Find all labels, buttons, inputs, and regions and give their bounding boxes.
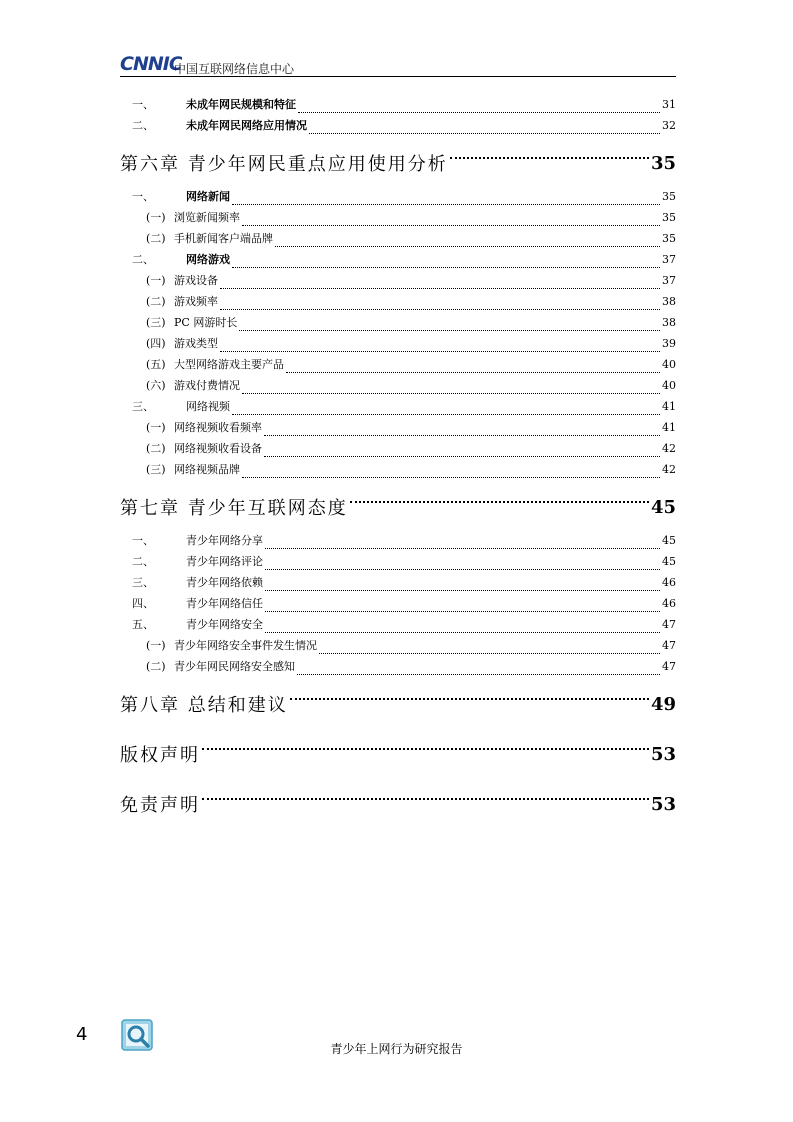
toc-leader-dots — [297, 674, 660, 675]
toc-entry-page: 41 — [662, 421, 676, 434]
toc-chapter-entry[interactable] — [120, 138, 676, 188]
toc-entry-title: 青少年网络安全事件发生情况 — [174, 639, 317, 652]
toc-entry-title: 第七章 青少年互联网态度 — [120, 498, 348, 519]
toc-chapter-entry[interactable] — [120, 729, 676, 779]
toc-entry[interactable] — [120, 356, 676, 377]
toc-entry-title: 网络视频品牌 — [174, 463, 240, 476]
toc-entry-title: 未成年网民规模和特征 — [186, 98, 296, 111]
toc-entry-number: (一) — [146, 639, 166, 652]
toc-entry[interactable] — [120, 251, 676, 272]
toc-leader-dots — [264, 456, 660, 457]
toc-entry-title: 游戏设备 — [174, 274, 218, 287]
toc-entry-page: 47 — [662, 660, 676, 673]
toc-entry-title: 未成年网民网络应用情况 — [186, 119, 307, 132]
toc-entry-number: 三、 — [132, 400, 154, 413]
toc-entry-number: (二) — [146, 295, 166, 308]
toc-leader-dots — [242, 225, 660, 226]
toc-entry-title: 青少年网络依赖 — [186, 576, 263, 589]
toc-entry-title: 第六章 青少年网民重点应用使用分析 — [120, 154, 448, 175]
toc-entry-page: 40 — [662, 358, 676, 371]
toc-entry-page: 39 — [662, 337, 676, 350]
toc-chapter-entry[interactable] — [120, 679, 676, 729]
toc-leader-dots — [350, 501, 649, 503]
toc-entry-page: 47 — [662, 639, 676, 652]
toc-entry[interactable] — [120, 230, 676, 251]
table-of-contents — [120, 96, 676, 829]
toc-entry-page: 42 — [662, 442, 676, 455]
toc-entry[interactable] — [120, 209, 676, 230]
toc-entry-page: 37 — [662, 274, 676, 287]
toc-entry-number: (一) — [146, 274, 166, 287]
toc-leader-dots — [232, 204, 660, 205]
toc-entry-number: (二) — [146, 232, 166, 245]
toc-entry-number: 一、 — [132, 534, 154, 547]
report-title: 青少年上网行为研究报告 — [330, 1042, 463, 1056]
toc-entry-page: 31 — [662, 98, 676, 111]
toc-entry-title: 网络视频收看设备 — [174, 442, 262, 455]
toc-leader-dots — [220, 309, 660, 310]
toc-leader-dots — [265, 632, 660, 633]
toc-entry[interactable] — [120, 398, 676, 419]
toc-entry-title: 大型网络游戏主要产品 — [174, 358, 284, 371]
toc-entry-page: 45 — [650, 496, 676, 518]
toc-entry-title: 网络新闻 — [186, 190, 230, 203]
toc-entry-page: 38 — [662, 295, 676, 308]
toc-leader-dots — [220, 288, 660, 289]
toc-entry[interactable] — [120, 272, 676, 293]
toc-leader-dots — [275, 246, 660, 247]
toc-entry-title: 浏览新闻频率 — [174, 211, 240, 224]
toc-entry-page: 47 — [662, 618, 676, 631]
toc-entry-page: 45 — [662, 555, 676, 568]
toc-leader-dots — [265, 569, 660, 570]
toc-chapter-entry[interactable] — [120, 779, 676, 829]
toc-leader-dots — [265, 548, 660, 549]
toc-entry-number: (四) — [146, 337, 166, 350]
toc-entry[interactable] — [120, 440, 676, 461]
toc-entry[interactable] — [120, 96, 676, 117]
toc-entry[interactable] — [120, 293, 676, 314]
toc-entry[interactable] — [120, 532, 676, 553]
toc-entry-page: 35 — [662, 190, 676, 203]
toc-entry[interactable] — [120, 616, 676, 637]
toc-entry-title: 青少年网络安全 — [186, 618, 263, 631]
page-number: 4 — [76, 1024, 88, 1045]
toc-entry-page: 41 — [662, 400, 676, 413]
toc-entry[interactable] — [120, 419, 676, 440]
toc-entry-number: (一) — [146, 421, 166, 434]
toc-entry-number: (三) — [146, 316, 166, 329]
toc-leader-dots — [232, 414, 660, 415]
toc-leader-dots — [242, 393, 660, 394]
toc-entry-page: 32 — [662, 119, 676, 132]
toc-entry-number: 二、 — [132, 555, 154, 568]
toc-entry-title: 青少年网络分享 — [186, 534, 263, 547]
toc-leader-dots — [309, 133, 660, 134]
toc-leader-dots — [232, 267, 660, 268]
toc-chapter-entry[interactable] — [120, 482, 676, 532]
toc-entry-number: (二) — [146, 442, 166, 455]
toc-entry-title: 第八章 总结和建议 — [120, 695, 288, 716]
toc-entry-title: 版权声明 — [120, 745, 200, 766]
toc-entry-number: (二) — [146, 660, 166, 673]
toc-leader-dots — [264, 435, 660, 436]
toc-entry-number: 二、 — [132, 253, 154, 266]
toc-entry-page: 37 — [662, 253, 676, 266]
toc-entry[interactable] — [120, 461, 676, 482]
toc-entry[interactable] — [120, 658, 676, 679]
toc-leader-dots — [450, 157, 649, 159]
toc-entry-number: (五) — [146, 358, 166, 371]
toc-entry-title: 游戏付费情况 — [174, 379, 240, 392]
toc-entry-number: 一、 — [132, 190, 154, 203]
toc-entry-title: 青少年网民网络安全感知 — [174, 660, 295, 673]
toc-entry-title: 网络视频收看频率 — [174, 421, 262, 434]
toc-entry-title: 免责声明 — [120, 795, 200, 816]
toc-entry[interactable] — [120, 595, 676, 616]
toc-leader-dots — [202, 798, 649, 800]
toc-entry-page: 49 — [650, 693, 676, 715]
toc-entry-number: 四、 — [132, 597, 154, 610]
toc-entry-title: 青少年网络评论 — [186, 555, 263, 568]
toc-leader-dots — [290, 698, 649, 700]
toc-entry[interactable] — [120, 335, 676, 356]
toc-entry-page: 40 — [662, 379, 676, 392]
toc-leader-dots — [265, 611, 660, 612]
toc-entry-page: 38 — [662, 316, 676, 329]
toc-entry-title: PC 网游时长 — [174, 316, 238, 329]
toc-entry-title: 手机新闻客户端品牌 — [174, 232, 273, 245]
toc-entry[interactable] — [120, 117, 676, 138]
svg-text:CNNIC: CNNIC — [120, 53, 182, 74]
toc-leader-dots — [286, 372, 660, 373]
toc-leader-dots — [220, 351, 660, 352]
toc-leader-dots — [202, 748, 649, 750]
toc-entry-page: 45 — [662, 534, 676, 547]
toc-entry-title: 游戏频率 — [174, 295, 218, 308]
toc-entry[interactable] — [120, 377, 676, 398]
toc-entry[interactable] — [120, 637, 676, 658]
toc-entry-title: 青少年网络信任 — [186, 597, 263, 610]
toc-entry[interactable] — [120, 574, 676, 595]
toc-entry-title: 游戏类型 — [174, 337, 218, 350]
toc-entry[interactable] — [120, 188, 676, 209]
toc-entry-page: 35 — [662, 211, 676, 224]
toc-entry-number: (三) — [146, 463, 166, 476]
toc-entry-number: 五、 — [132, 618, 154, 631]
toc-leader-dots — [298, 112, 660, 113]
toc-entry-number: 一、 — [132, 98, 154, 111]
toc-entry-number: (六) — [146, 379, 166, 392]
toc-entry-number: 三、 — [132, 576, 154, 589]
header-rule — [120, 76, 676, 77]
toc-entry[interactable] — [120, 553, 676, 574]
page-header — [120, 50, 676, 78]
toc-entry-page: 53 — [650, 793, 676, 815]
toc-entry-title: 网络视频 — [186, 400, 230, 413]
toc-leader-dots — [265, 590, 660, 591]
toc-entry-page: 35 — [650, 152, 676, 174]
toc-entry[interactable] — [120, 314, 676, 335]
toc-entry-number: (一) — [146, 211, 166, 224]
toc-leader-dots — [319, 653, 660, 654]
toc-entry-title: 网络游戏 — [186, 253, 230, 266]
toc-entry-page: 46 — [662, 597, 676, 610]
toc-entry-number: 二、 — [132, 119, 154, 132]
toc-entry-page: 46 — [662, 576, 676, 589]
toc-entry-page: 53 — [650, 743, 676, 765]
toc-leader-dots — [242, 477, 660, 478]
org-name: 中国互联网络信息中心 — [174, 62, 295, 76]
toc-entry-page: 35 — [662, 232, 676, 245]
toc-entry-page: 42 — [662, 463, 676, 476]
toc-leader-dots — [239, 330, 660, 331]
cnnic-logo — [120, 52, 182, 74]
